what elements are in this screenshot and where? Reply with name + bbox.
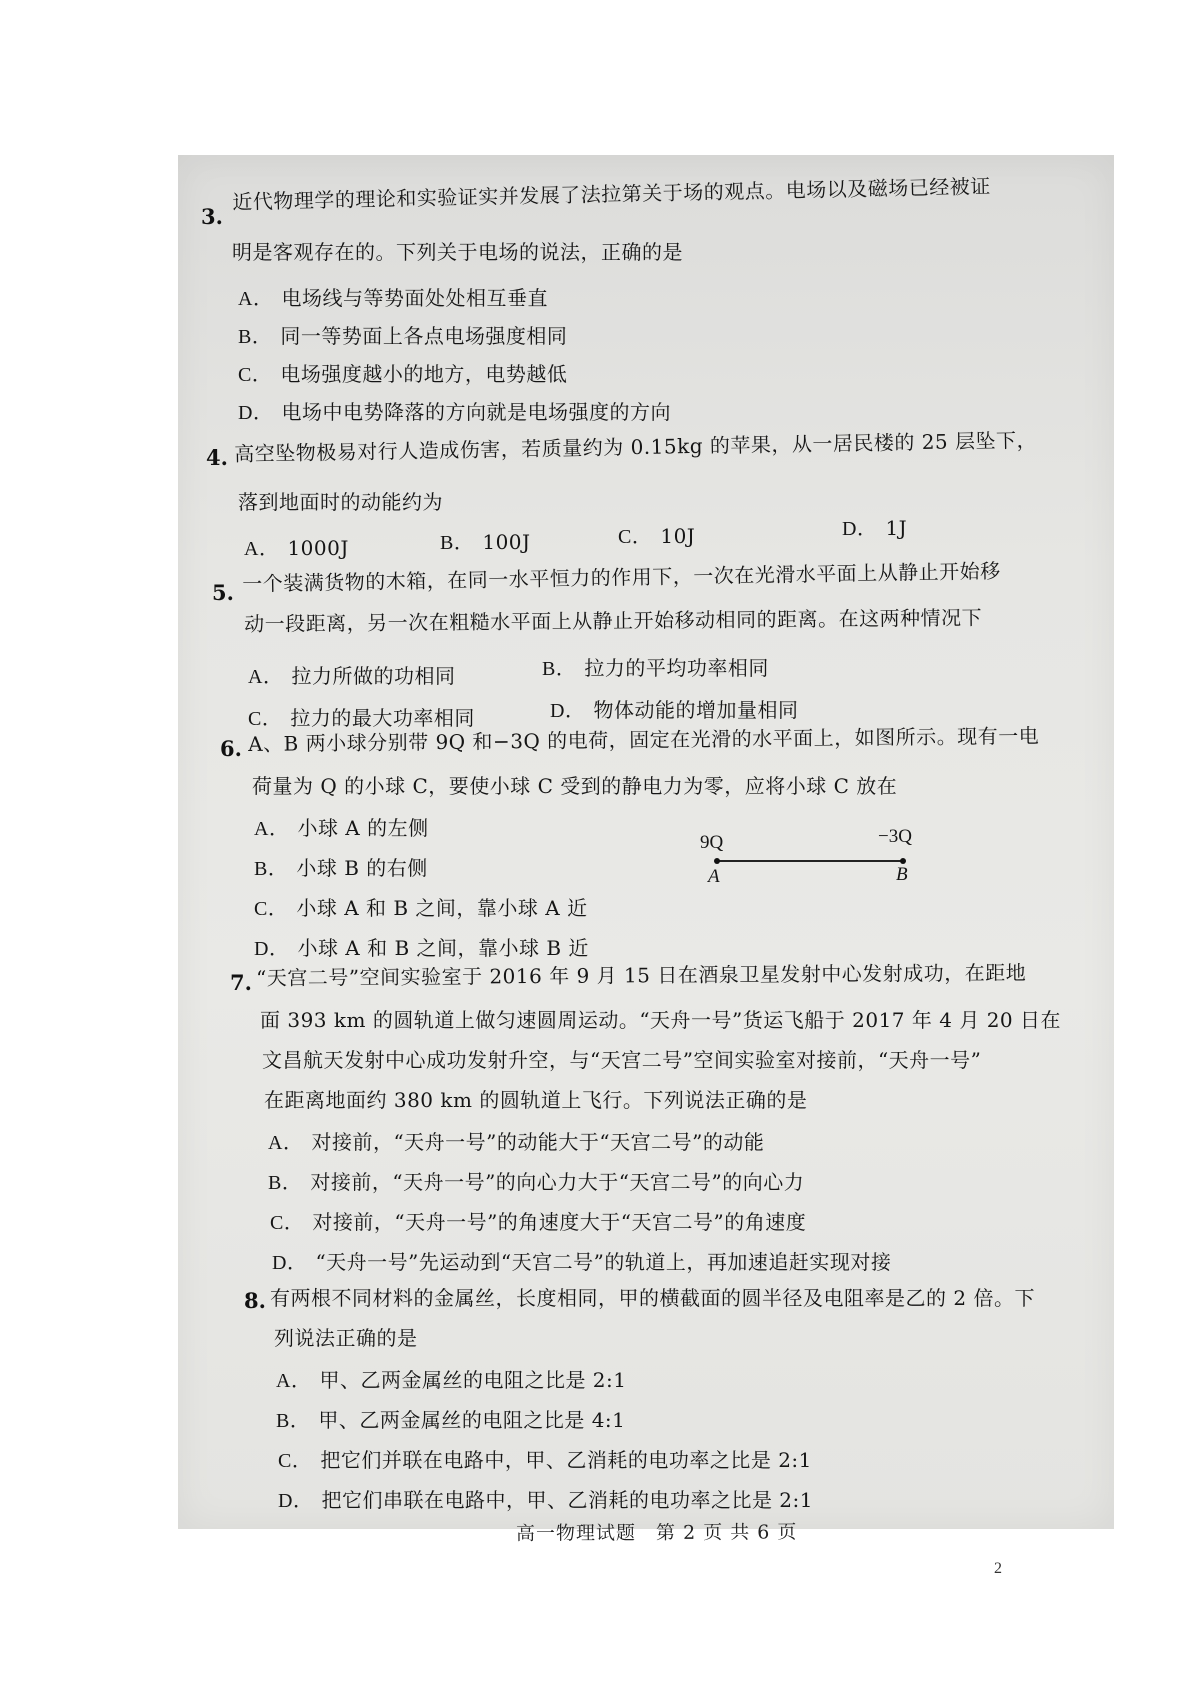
question-4-option-b: B． 100J (440, 530, 531, 554)
question-6-option-d: D． 小球 A 和 B 之间，靠小球 B 近 (254, 936, 589, 960)
question-6-option-a: A． 小球 A 的左侧 (254, 816, 429, 840)
question-3-number: 3. (201, 204, 223, 229)
charge-diagram (700, 826, 920, 890)
question-5-number: 5. (212, 580, 234, 605)
charge-a-label: 9Q (700, 832, 724, 853)
question-7-line-1: “天宫二号”空间实验室于 2016 年 9 月 15 日在酒泉卫星发射中心发射成功，在距地 (256, 960, 1027, 990)
ball-a-dot (714, 858, 720, 864)
question-5-option-b: B． 拉力的平均功率相同 (542, 656, 769, 680)
question-6-option-b: B． 小球 B 的右侧 (254, 856, 428, 880)
question-3-option-c: C． 电场强度越小的地方，电势越低 (238, 362, 568, 386)
question-7-option-d: D． “天舟一号”先运动到“天宫二号”的轨道上，再加速追赶实现对接 (272, 1250, 892, 1274)
page-number: 2 (994, 1560, 1002, 1577)
question-6-line-2: 荷量为 Q 的小球 C，要使小球 C 受到的静电力为零，应将小球 C 放在 (252, 774, 898, 798)
question-3-option-b: B． 同一等势面上各点电场强度相同 (238, 324, 568, 348)
question-5-option-c: C． 拉力的最大功率相同 (248, 706, 475, 730)
question-3-option-a: A． 电场线与等势面处处相互垂直 (238, 286, 548, 310)
question-5-line-2: 动一段距离，另一次在粗糙水平面上从静止开始移动相同的距离。在这两种情况下 (244, 605, 983, 636)
question-8-option-c: C． 把它们并联在电路中，甲、乙消耗的电功率之比是 2:1 (278, 1448, 812, 1472)
question-3-line-2: 明是客观存在的。下列关于电场的说法，正确的是 (232, 240, 683, 264)
question-5-line-1: 一个装满货物的木箱，在同一水平恒力的作用下，一次在光滑水平面上从静止开始移 (242, 558, 1001, 596)
question-7-option-a: A． 对接前，“天舟一号”的动能大于“天宫二号”的动能 (268, 1130, 765, 1154)
question-8-number: 8. (244, 1288, 266, 1313)
question-7-line-4: 在距离地面约 380 km 的圆轨道上飞行。下列说法正确的是 (264, 1088, 808, 1112)
question-6-option-c: C． 小球 A 和 B 之间，靠小球 A 近 (254, 896, 588, 920)
exam-footer: 高一物理试题 第 2 页 共 6 页 (515, 1521, 798, 1545)
question-7-option-c: C． 对接前，“天舟一号”的角速度大于“天宫二号”的角速度 (270, 1210, 807, 1234)
question-8-line-1: 有两根不同材料的金属丝，长度相同，甲的横截面的圆半径及电阻率是乙的 2 倍。下 (270, 1286, 1035, 1310)
point-b-label: B (896, 864, 908, 885)
question-6-number: 6. (220, 736, 242, 761)
question-7-line-2: 面 393 km 的圆轨道上做匀速圆周运动。“天舟一号”货运飞船于 2017 年 4 月 20 日在 (260, 1008, 1061, 1032)
question-3-option-d: D． 电场中电势降落的方向就是电场强度的方向 (238, 400, 671, 424)
question-5-option-a: A． 拉力所做的功相同 (248, 664, 456, 688)
question-8-line-2: 列说法正确的是 (274, 1326, 418, 1350)
question-6-line-1: A、B 两小球分别带 9Q 和−3Q 的电荷，固定在光滑的水平面上，如图所示。现有一电 (248, 723, 1040, 756)
question-4-line-2: 落到地面时的动能约为 (238, 490, 443, 514)
question-8-option-d: D． 把它们串联在电路中，甲、乙消耗的电功率之比是 2:1 (278, 1488, 813, 1512)
question-7-number: 7. (230, 970, 252, 995)
question-7-line-3: 文昌航天发射中心成功发射升空，与“天宫二号”空间实验室对接前，“天舟一号” (262, 1048, 982, 1072)
point-a-label: A (708, 866, 720, 887)
charge-b-label: −3Q (878, 826, 912, 847)
question-4-number: 4. (206, 445, 228, 470)
question-3-line-1: 近代物理学的理论和实验证实并发展了法拉第关于场的观点。电场以及磁场已经被证 (232, 174, 991, 214)
question-7-option-b: B． 对接前，“天舟一号”的向心力大于“天宫二号”的向心力 (268, 1170, 805, 1194)
question-4-option-d: D． 1J (842, 516, 908, 540)
question-4-option-a: A． 1000J (244, 536, 349, 560)
question-5-option-d: D． 物体动能的增加量相同 (550, 698, 799, 722)
question-8-option-a: A． 甲、乙两金属丝的电阻之比是 2:1 (276, 1368, 627, 1392)
question-4-option-c: C． 10J (618, 524, 696, 548)
question-8-option-b: B． 甲、乙两金属丝的电阻之比是 4:1 (276, 1408, 626, 1432)
question-4-line-1: 高空坠物极易对行人造成伤害，若质量约为 0.15kg 的苹果，从一居民楼的 25 层坠下， (234, 427, 1038, 466)
connecting-line (716, 860, 904, 862)
